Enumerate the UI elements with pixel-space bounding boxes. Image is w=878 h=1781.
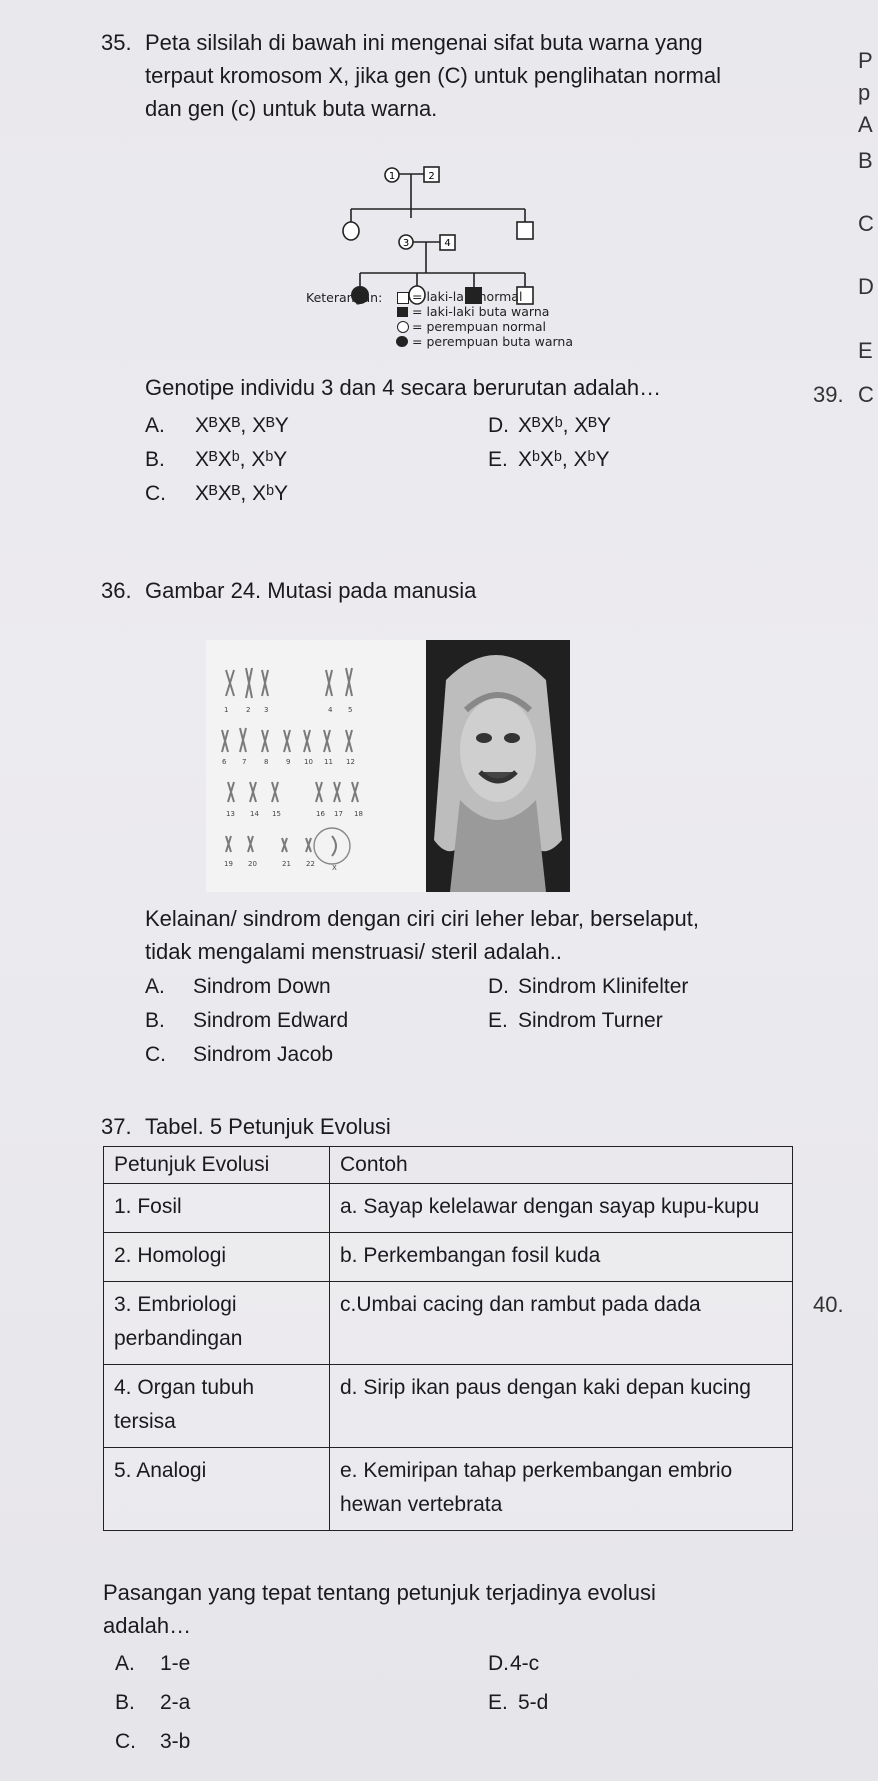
option-text: Sindrom Jacob (193, 1043, 334, 1066)
edge-letter: B (858, 148, 873, 173)
karyotype-number: 22 (306, 860, 315, 868)
option-label: D. (488, 975, 509, 998)
karyotype-number: 21 (282, 860, 291, 868)
option-text: 5-d (518, 1691, 549, 1714)
table-row (104, 1448, 793, 1531)
legend-title: Keterangan: (306, 290, 383, 305)
table-cell: b. Perkembangan fosil kuda (330, 1233, 793, 1282)
karyotype-number: 17 (334, 810, 343, 818)
option-label: E. (488, 1009, 508, 1032)
option-label: C. (115, 1730, 136, 1753)
table-header: Contoh (330, 1147, 793, 1184)
patient-photo (426, 640, 570, 892)
karyotype-number: 10 (304, 758, 313, 766)
karyotype-number: X (332, 864, 337, 872)
option-label: A. (115, 1652, 135, 1675)
legend-square-filled-icon (397, 307, 408, 317)
q36-desc1: Kelainan/ sindrom dengan ciri ciri leher lebar, berselaput, (145, 906, 699, 931)
table-cell: 5. Analogi (104, 1448, 330, 1531)
option-text: Sindrom Down (193, 975, 331, 998)
option-text: Sindrom Klinifelter (518, 975, 689, 998)
q35-number: 35. (101, 30, 132, 55)
option-label: B. (115, 1691, 135, 1714)
table-cell: 3. Embriologi perbandingan (104, 1282, 330, 1365)
q36-desc2: tidak mengalami menstruasi/ steril adalah.. (145, 939, 562, 964)
legend-item: = laki-laki normal (412, 289, 523, 304)
q37-question-line1: Pasangan yang tepat tentang petunjuk terjadinya evolusi (103, 1580, 656, 1605)
table-row (104, 1365, 793, 1448)
edge-letter: E (858, 338, 873, 363)
q36-option-d[interactable] (488, 975, 689, 999)
option-label: A. (145, 975, 165, 998)
option-text: 4-c (510, 1652, 540, 1675)
q35-question: Genotipe individu 3 dan 4 secara berurutan adalah… (145, 375, 662, 400)
legend-item: = perempuan normal (412, 319, 547, 334)
option-text: Sindrom Turner (518, 1009, 663, 1032)
karyotype-number: 12 (346, 758, 355, 766)
edge-letter: p (858, 80, 871, 105)
table-cell: 4. Organ tubuh tersisa (104, 1365, 330, 1448)
edge-letter: C (858, 211, 874, 236)
karyotype-number: 5 (348, 706, 353, 714)
pedigree-label-2: 2 (428, 171, 435, 182)
karyotype-number: 19 (224, 860, 233, 868)
q35-option-a[interactable] (145, 414, 289, 438)
karyotype-number: 7 (242, 758, 247, 766)
evolution-table (103, 1146, 793, 1531)
q36-title: Gambar 24. Mutasi pada manusia (145, 578, 477, 603)
q37-title: Tabel. 5 Petunjuk Evolusi (145, 1114, 391, 1139)
table-row (104, 1184, 793, 1233)
legend-circle-filled-icon (396, 336, 408, 347)
edge-letter: P (858, 48, 873, 73)
q37-option-a[interactable] (115, 1652, 191, 1676)
karyotype-chromosomes (206, 640, 426, 892)
option-label: B. (145, 448, 165, 471)
table-header-row (104, 1147, 793, 1184)
pedigree-male-normal (517, 222, 533, 239)
q37-question-line2: adalah… (103, 1613, 192, 1638)
q37-number: 37. (101, 1114, 132, 1139)
karyotype-number: 14 (250, 810, 259, 818)
karyotype-number: 18 (354, 810, 363, 818)
q35-option-b[interactable] (145, 448, 288, 472)
karyotype-number: 13 (226, 810, 235, 818)
legend-square-open-icon (397, 292, 409, 304)
option-text: XᴮXᴮ, XᴮY (195, 414, 289, 437)
q39-number: 39. (813, 382, 844, 407)
q35-line2: terpaut kromosom X, jika gen (C) untuk penglihatan normal (145, 63, 721, 88)
option-text: Sindrom Edward (193, 1009, 349, 1032)
karyotype-number: 9 (286, 758, 291, 766)
karyotype-number: 11 (324, 758, 333, 766)
q37-option-e[interactable] (488, 1691, 549, 1715)
karyotype-number: 2 (246, 706, 251, 714)
option-label: E. (488, 1691, 508, 1714)
q37-option-c[interactable] (115, 1730, 191, 1754)
karyotype-number: 4 (328, 706, 333, 714)
q36-number: 36. (101, 578, 132, 603)
q40-number: 40. (813, 1292, 844, 1317)
q36-option-e[interactable] (488, 1009, 663, 1033)
option-label: D. (488, 414, 509, 437)
q37-option-b[interactable] (115, 1691, 191, 1715)
q37-option-d[interactable] (488, 1652, 540, 1676)
option-label: B. (145, 1009, 165, 1032)
option-label: A. (145, 414, 165, 437)
pedigree-label-4: 4 (444, 238, 451, 249)
pedigree-female-normal (343, 222, 359, 240)
option-text: 1-e (160, 1652, 191, 1675)
table-cell: 1. Fosil (104, 1184, 330, 1233)
q39-letter: C (858, 382, 874, 407)
karyotype-number: 16 (316, 810, 325, 818)
pedigree-label-3: 3 (402, 238, 410, 249)
pedigree-label-1: 1 (388, 171, 396, 182)
option-label: D. (488, 1652, 509, 1675)
option-text: XᴮXᵇ, XᴮY (518, 414, 612, 437)
q35-line1: Peta silsilah di bawah ini mengenai sifat buta warna yang (145, 30, 703, 55)
option-text: XᵇXᵇ, XᵇY (518, 448, 610, 471)
karyotype-number: 20 (248, 860, 257, 868)
edge-letter: D (858, 274, 874, 299)
karyotype-number: 3 (264, 706, 269, 714)
q35-option-c[interactable] (145, 482, 289, 506)
q35-option-d[interactable] (488, 414, 612, 438)
q36-option-c[interactable] (145, 1043, 334, 1067)
table-row (104, 1282, 793, 1365)
table-cell: c.Umbai cacing dan rambut pada dada (330, 1282, 793, 1365)
pedigree-chart (340, 125, 600, 315)
karyotype-number: 1 (224, 706, 229, 714)
option-label: C. (145, 482, 166, 505)
patient-photo-drawing (426, 640, 570, 892)
karyotype-number: 15 (272, 810, 281, 818)
q36-option-a[interactable] (145, 975, 331, 999)
option-text: 2-a (160, 1691, 191, 1714)
legend-item: = laki-laki buta warna (412, 304, 550, 319)
table-cell: 2. Homologi (104, 1233, 330, 1282)
table-cell: e. Kemiripan tahap perkembangan embrio hewan vertebrata (330, 1448, 793, 1531)
option-text: 3-b (160, 1730, 191, 1753)
karyotype-number: 6 (222, 758, 227, 766)
table-header: Petunjuk Evolusi (104, 1147, 330, 1184)
option-label: C. (145, 1043, 166, 1066)
q36-option-b[interactable] (145, 1009, 349, 1033)
legend-item: = perempuan buta warna (412, 334, 573, 349)
legend-circle-open-icon (397, 321, 409, 333)
karyotype-number: 8 (264, 758, 269, 766)
q35-line3: dan gen (c) untuk buta warna. (145, 96, 438, 121)
q35-option-e[interactable] (488, 448, 610, 472)
table-cell: d. Sirip ikan paus dengan kaki depan kucing (330, 1365, 793, 1448)
table-cell: a. Sayap kelelawar dengan sayap kupu-kupu (330, 1184, 793, 1233)
option-text: XᴮXᵇ, XᵇY (195, 448, 288, 471)
option-label: E. (488, 448, 508, 471)
karyotype-image (206, 640, 426, 892)
edge-letter: A (858, 112, 873, 137)
table-row (104, 1233, 793, 1282)
option-text: XᴮXᴮ, XᵇY (195, 482, 289, 505)
